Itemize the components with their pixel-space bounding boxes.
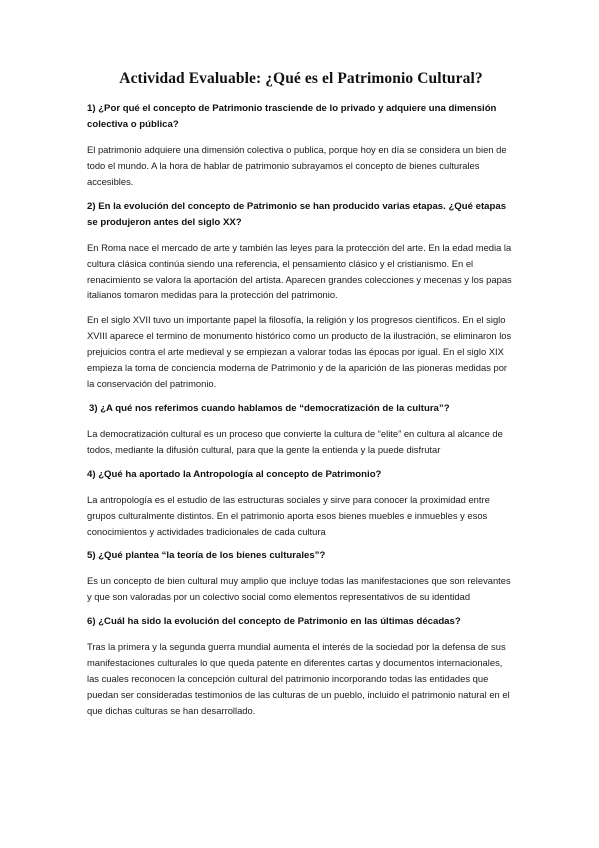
section-4 <box>87 467 515 540</box>
answer-3: La democratización cultural es un proceso que convierte la cultura de “elite” en cultura al alcance de todos, mediante la difusión cultural, para que la gente la entienda y la puede disfrutar <box>87 427 503 455</box>
answer-5: Es un concepto de bien cultural muy amplio que incluye todas las manifestaciones que son relevantes y que son valoradas por un colectivo social como elementos representativos de su identidad <box>87 575 511 603</box>
question-6: 6) ¿Cuál ha sido la evolución del concepto de Patrimonio en las últimas décadas? <box>87 616 461 628</box>
question-3: 3) ¿A qué nos referimos cuando hablamos de “democratización de la cultura”? <box>89 402 450 414</box>
answer-1: El patrimonio adquiere una dimensión colectiva o publica, porque hoy en día se considera un bien de todo el mundo. A la hora de hablar de patrimonio subrayamos el concepto de bienes culturales accesibles. <box>87 144 507 187</box>
answer-2-paragraph-2: En el siglo XVII tuvo un importante papel la filosofía, la religión y los progresos científicos. En el siglo XVIII aparece el termino de monumento histórico como un producto de la ilustración, se eliminaron los prejuicios contra el arte medieval y se empiezan a valorar todas las épocas por igual. En el siglo XIX empieza la toma de conciencia moderna de Patrimonio y de la aparición de las pioneras medidas por la conservación del patrimonio. <box>87 314 512 389</box>
question-1: 1) ¿Por qué el concepto de Patrimonio trasciende de lo privado y adquiere una dimensión colectiva o pública? <box>87 103 497 130</box>
question-2: 2) En la evolución del concepto de Patrimonio se han producido varias etapas. ¿Qué etapas se produjeron antes del siglo XX? <box>87 200 507 228</box>
section-3 <box>87 401 515 458</box>
question-4: 4) ¿Qué ha aportado la Antropología al concepto de Patrimonio? <box>87 468 382 480</box>
document-content <box>87 70 515 728</box>
answer-4: La antropología es el estudio de las estructuras sociales y sirve para conocer la proximidad entre grupos culturalmente distintos. En el patrimonio aporta esos bienes muebles e inmuebles y esos conocimientos y actividades tradicionales de cada cultura <box>87 493 490 537</box>
section-1 <box>87 101 515 190</box>
document-title: Actividad Evaluable: ¿Qué es el Patrimonio Cultural? <box>119 70 483 87</box>
question-5: 5) ¿Qué plantea “la teoría de los bienes culturales”? <box>87 550 326 562</box>
answer-6: Tras la primera y la segunda guerra mundial aumenta el interés de la sociedad por la defensa de sus manifestaciones culturales lo que queda patente en diferentes cartas y documentos internacionales, las cuales reconocen la concepción cultural del patrimonio incorporando todas las entidades que puedan ser consideradas testimonios de las culturas de un pueblo, incluido el patrimonio natural en el que dichas culturas se han desarrollado. <box>87 641 510 716</box>
section-5 <box>87 548 515 605</box>
section-2 <box>87 199 515 392</box>
answer-2-paragraph-1: En Roma nace el mercado de arte y también las leyes para la protección del arte. En la edad media la cultura clásica continúa siendo una referencia, el pensamiento clásico y el cristianismo. En el renacimiento se valora la aportación del artista. Aparecen grandes colecciones y mecenas y los papas italianos tomaron medidas para la protección del patrimonio. <box>87 241 512 301</box>
section-6 <box>87 614 515 719</box>
